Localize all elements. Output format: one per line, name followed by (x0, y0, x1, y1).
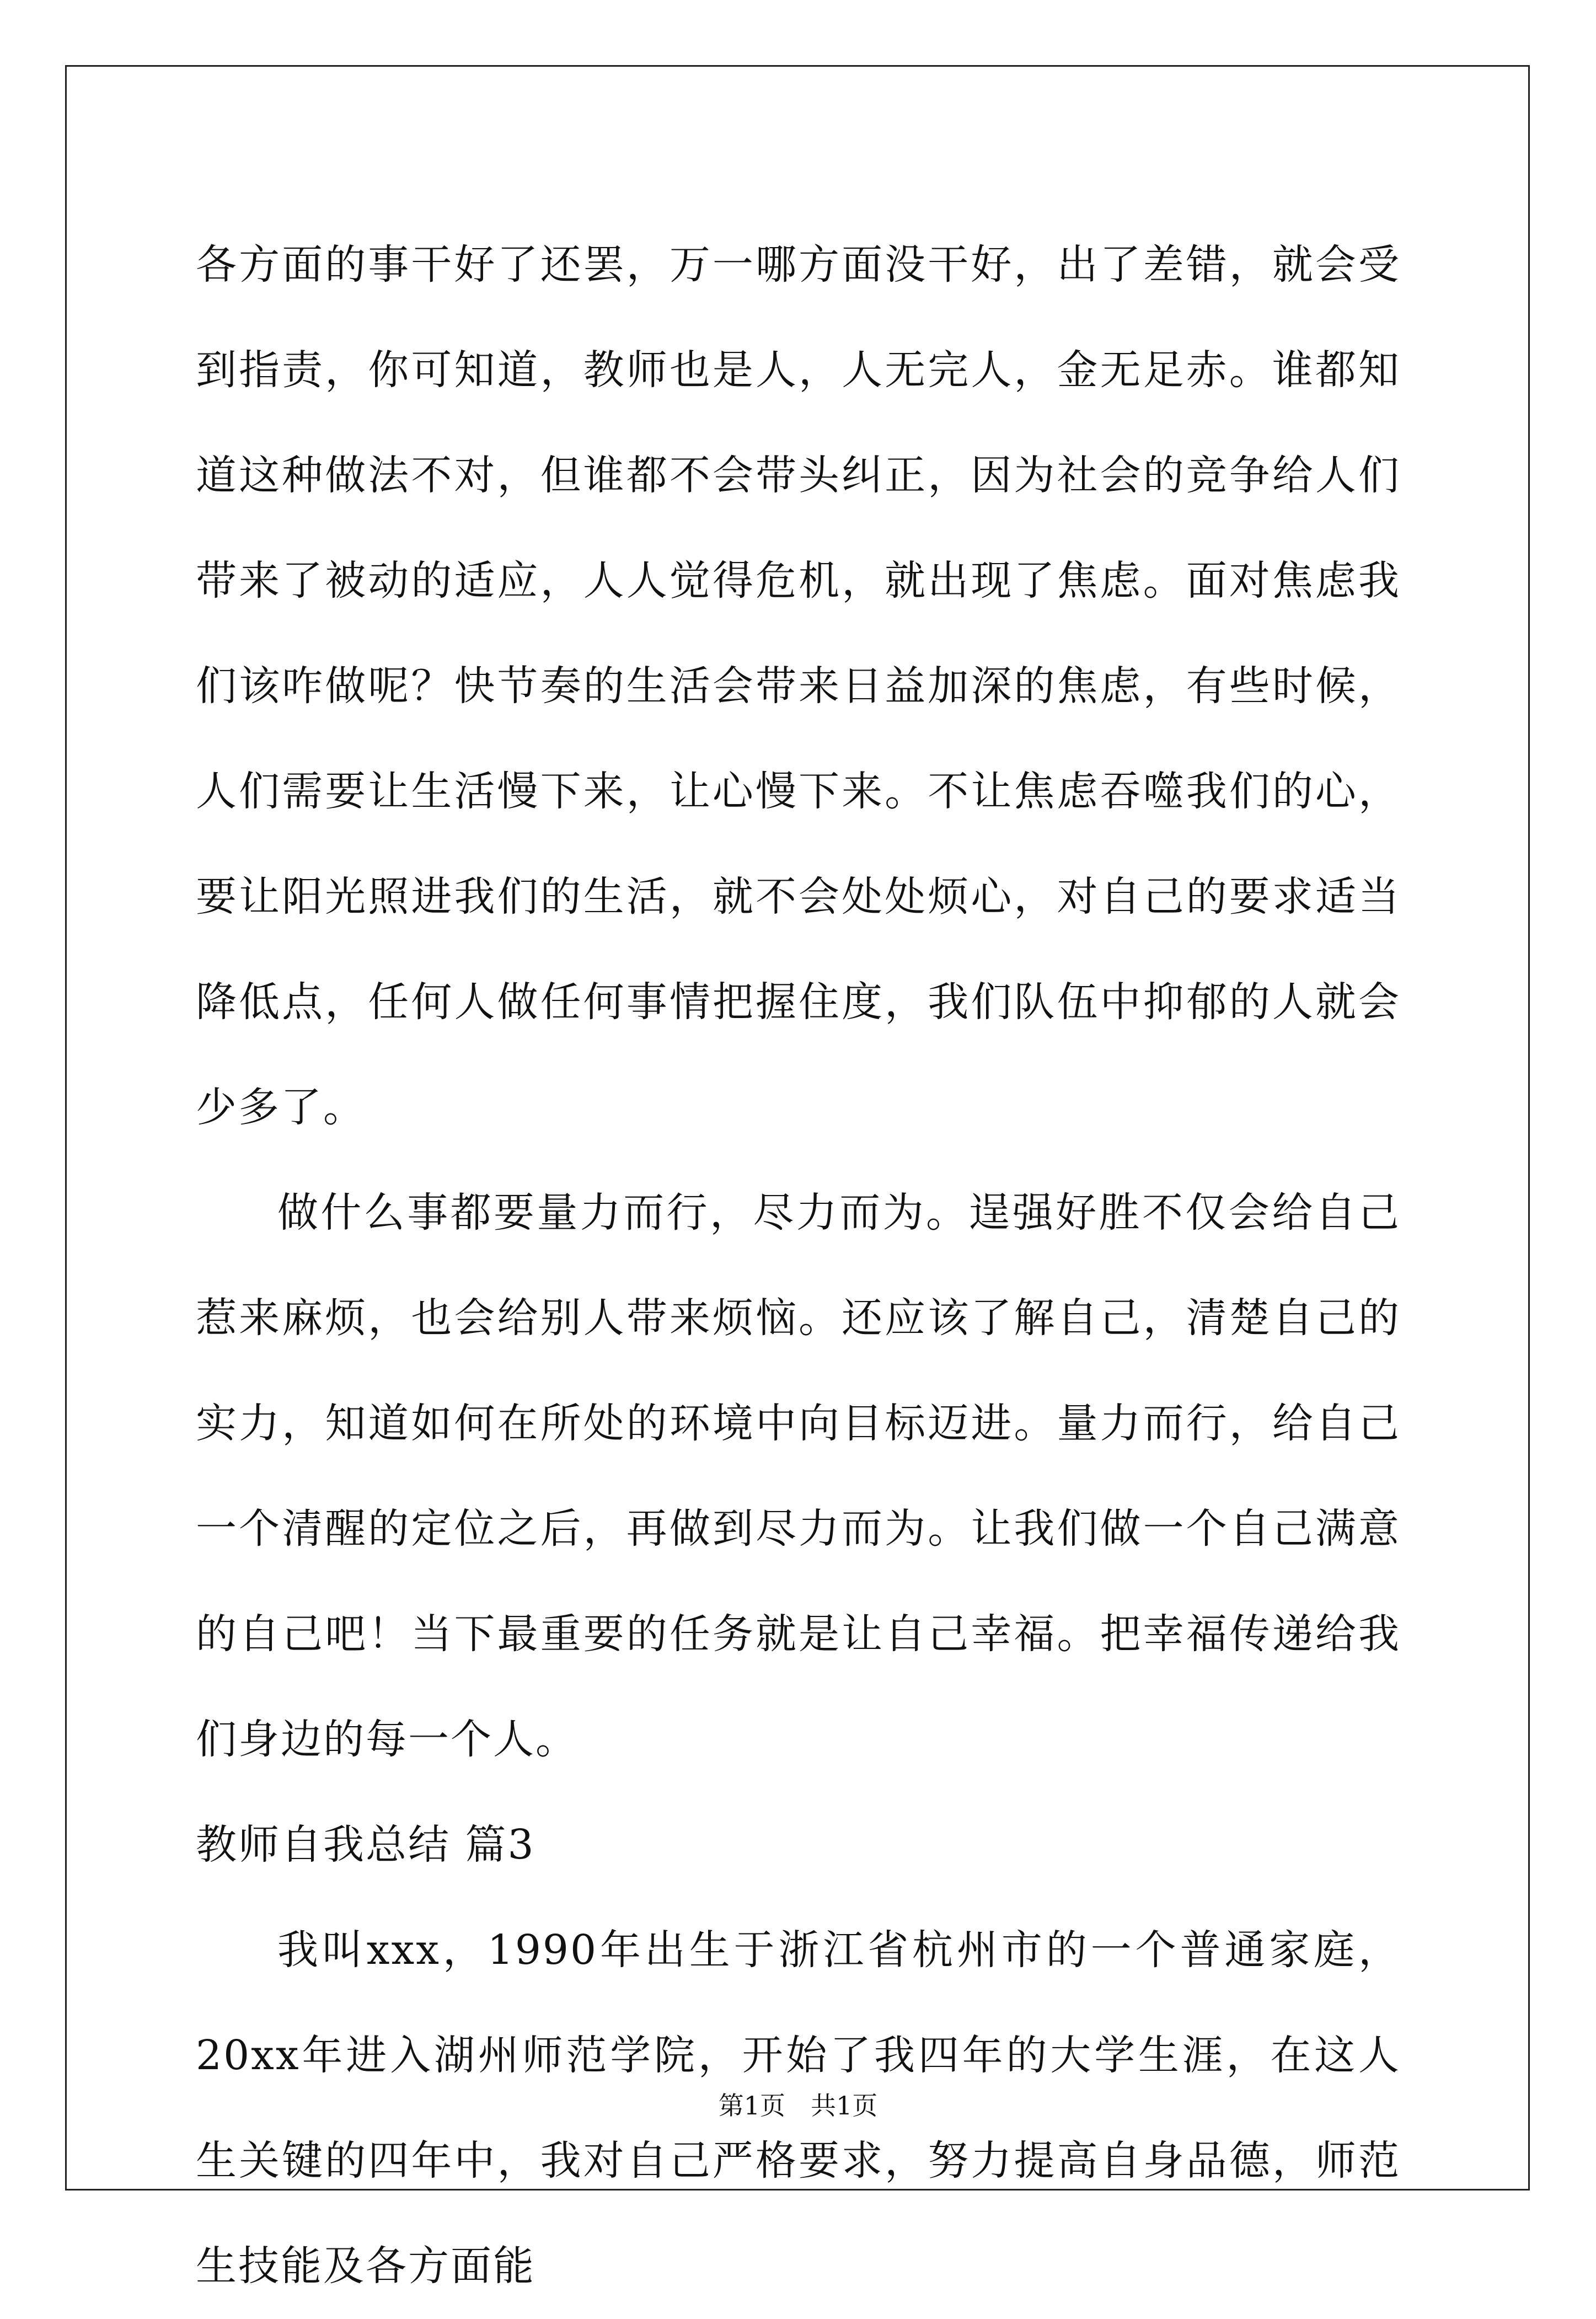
page-total: 共1页 (811, 2091, 878, 2120)
page-number: 第1页 (718, 2091, 785, 2120)
section-heading: 教师自我总结 篇3 (196, 1821, 535, 1868)
document-body (196, 212, 1401, 2319)
paragraph-introduction: 我叫xxx，1990年出生于浙江省杭州市的一个普通家庭，20xx年进入湖州师范学院，开始了我四年的大学生涯，在这人生关键的四年中，我对自己严格要求，努力提高自身品德，师范生技能及各方面能 (196, 1926, 1401, 2290)
paragraph-effort: 做什么事都要量力而行，尽力而为。逞强好胜不仅会给自己惹来麻烦，也会给别人带来烦恼。还应该了解自己，清楚自己的实力，知道如何在所处的环境中向目标迈进。量力而行，给自己一个清醒的定位之后，再做到尽力而为。让我们做一个自己满意的自己吧！当下最重要的任务就是让自己幸福。把幸福传递给我们身边的每一个人。 (196, 1189, 1401, 1763)
paragraph-continued: 各方面的事干好了还罢，万一哪方面没干好，出了差错，就会受到指责，你可知道，教师也是人，人无完人，金无足赤。谁都知道这种做法不对，但谁都不会带头纠正，因为社会的竞争给人们带来了被动的适应，人人觉得危机，就出现了焦虑。面对焦虑我们该咋做呢？快节奏的生活会带来日益加深的焦虑，有些时候，人们需要让生活慢下来，让心慢下来。不让焦虑吞噬我们的心，要让阳光照进我们的生活，就不会处处烦心，对自己的要求适当降低点，任何人做任何事情把握住度，我们队伍中抑郁的人就会少多了。 (196, 241, 1401, 1131)
page-footer (0, 2089, 1596, 2122)
